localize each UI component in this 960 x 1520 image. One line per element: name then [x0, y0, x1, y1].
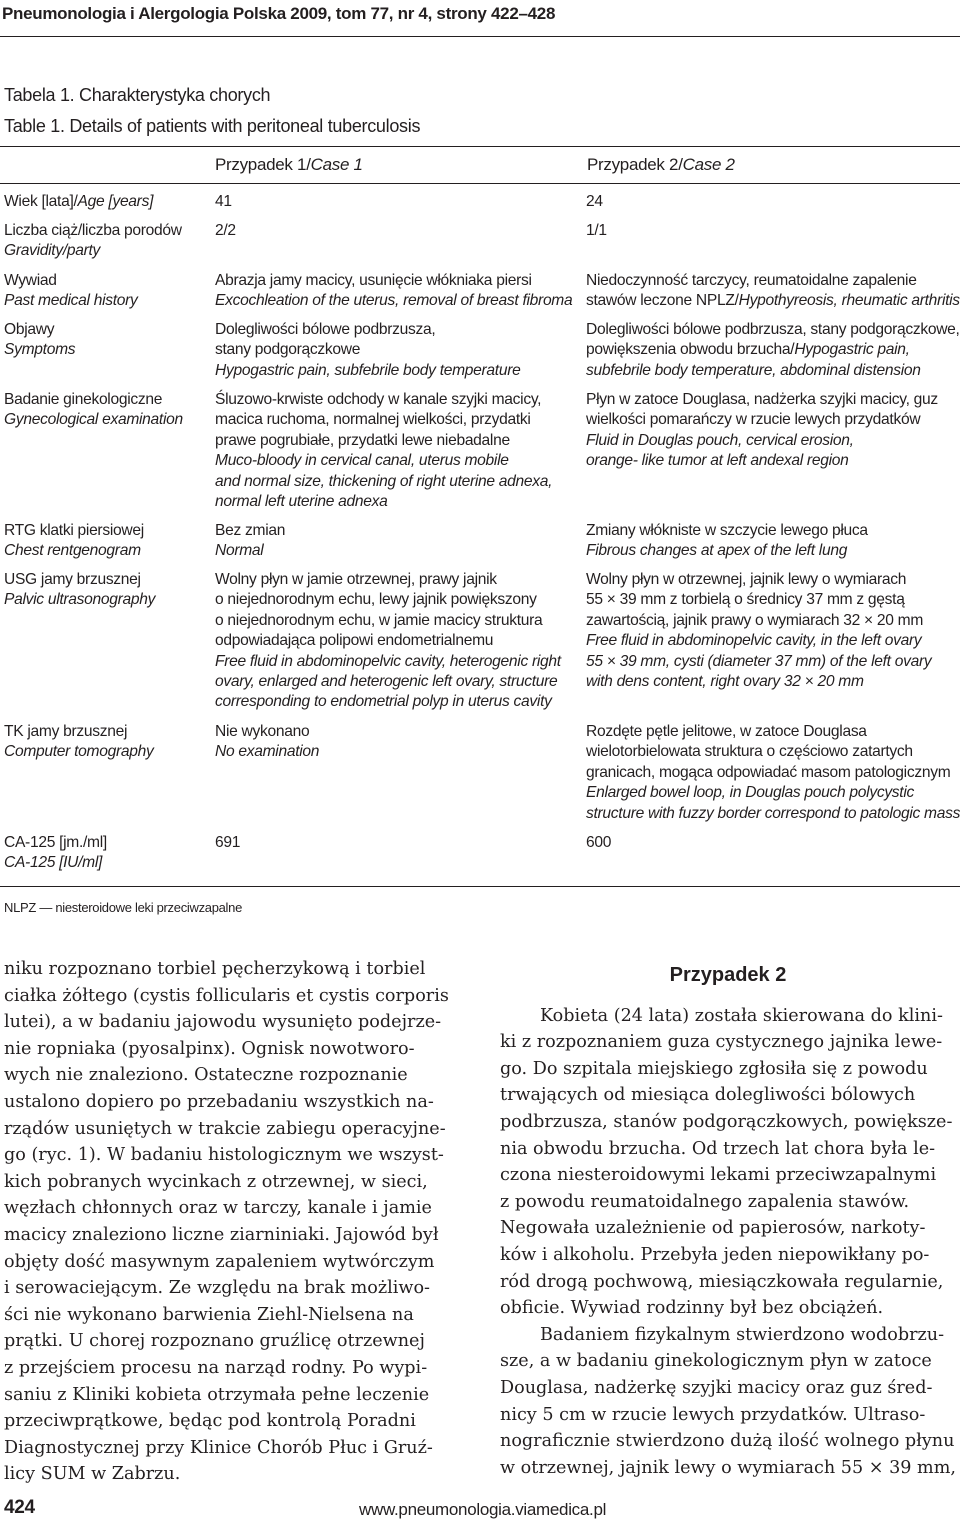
journal-header: Pneumonologia i Alergologia Polska 2009, tom 77, nr 4, strony 422–428 [2, 4, 556, 23]
body-line: go. Do szpitala miejskiego zgłosiła się z powodu [500, 1058, 928, 1079]
table-rule-bottom [0, 886, 960, 887]
body-line: ści nie wykonano barwienia Ziehl-Nielsena na [4, 1304, 414, 1325]
body-line: ustalono dopiero po przebadaniu wszystkich na- [4, 1091, 434, 1112]
body-line: nicy 5 cm w rzucie lewych przydatków. Ultraso- [500, 1404, 926, 1425]
body-line: Douglasa, nadżerkę szyjki macicy oraz guz śred- [500, 1377, 933, 1398]
body-line: i serowaciejącym. Ze względu na brak możliwo- [4, 1278, 430, 1299]
case1-symptoms: Dolegliwości bólowe podbrzusza, stany podgorączkowe Hypogastric pain, subfebrile body temperature [215, 321, 521, 379]
case2-symptoms: Dolegliwości bólowe podbrzusza, stany podgorączkowe, powiększenia obwodu brzucha/Hypogastric pain, subfebrile body temperature, abdominal distension [586, 321, 960, 379]
case1-gravidity: 2/2 [215, 222, 236, 239]
body-line: kich pobranych wycinkach z otrzewnej, w sieci, [4, 1171, 428, 1192]
body-line: trwających od miesiąca dolegliwości bólowych [500, 1085, 916, 1106]
case2-ultrasonography: Wolny płyn w otrzewnej, jajnik lewy o wymiarach 55 × 39 mm z torbielą o średnicy 37 mm z gęstą zawartością, jajnik prawy o wymiarach 32 × 20 mm Free fluid in abdominopelvic cavity, in the left ovary 55 × 39 mm, cysti (diameter 37 mm) of the left ovary with dens content, right ovary 32 × 20 mm [586, 571, 932, 691]
case2-gynecological: Płyn w zatoce Douglasa, nadżerka szyjki macicy, guz wielkości pomarańczy w rzucie lewych przydatków Fluid in Douglas pouch, cervical erosion, orange- like tumor at left andexal region [586, 391, 938, 470]
table-rule-header [0, 183, 960, 184]
body-line: z przejściem procesu na narząd rodny. Po wypi- [4, 1357, 428, 1378]
body-line: Negowała uzależnienie od papierosów, narkoty- [500, 1218, 926, 1239]
body-line: wych nie znaleziono. Ostateczne rozpoznanie [4, 1065, 408, 1086]
page-number: 424 [4, 1497, 35, 1518]
body-line: Diagnostycznej przy Klinice Chorób Płuc i Gruź- [4, 1437, 433, 1458]
table-title-en: Table 1. Details of patients with peritoneal tuberculosis [4, 116, 421, 136]
case1-ultrasonography: Wolny płyn w jamie otrzewnej, prawy jajnik o niejednorodnym echu, lewy jajnik powiększony o niejednorodnym echu, w jamie macicy struktura odpowiadająca polipowi endometrialnemu Free fluid in abdominopelvic cavity, heterogenic right ovary, enlarged and heterogenic left ovary, structure corresponding to endometrial polyp in uterus cavity [215, 571, 561, 711]
table-rule-top [0, 146, 960, 147]
body-line: węzłach chłonnych oraz w tarczy, kanale i jamie [4, 1198, 432, 1219]
body-line: ków i alkoholu. Przebyła jeden niepowikłany po- [500, 1244, 930, 1265]
body-line: w otrzewnej, jajnik lewy o wymiarach 55 × 39 mm, [500, 1457, 957, 1478]
row-label-gynecological: Badanie ginekologiczne Gynecological examination [4, 391, 183, 429]
footer-url: www.pneumonologia.viamedica.pl [359, 1500, 607, 1519]
row-label-ultrasonography: USG jamy brzusznej Palvic ultrasonography [4, 571, 156, 609]
case1-history: Abrazja jamy macicy, usunięcie włókniaka piersi Excochleation of the uterus, removal of breast fibroma [215, 272, 573, 310]
table-title [4, 80, 420, 142]
body-line: nograficznie stwierdzono dużą ilość wolnego płynu [500, 1431, 955, 1452]
body-line: ród drogą pochwową, miesiączkowała regularnie, [500, 1271, 944, 1292]
table-title-pl: Tabela 1. Charakterystyka chorych [4, 85, 271, 105]
body-line: Kobieta (24 lata) została skierowana do klini- [540, 1005, 943, 1026]
column-header-case1: Przypadek 1/Case 1 [215, 155, 363, 174]
case1-gynecological: Śluzowo-krwiste odchody w kanale szyjki macicy, macica ruchoma, normalnej wielkości, przydatki prawe pogrubiałe, przydatki lewe niebadalne Muco-bloody in cervical canal, uterus mobile and normal size, thickening of right uterine adnexa, normal left uterine adnexa [215, 391, 553, 511]
case1-computer-tomography: Nie wykonano No examination [215, 723, 320, 761]
body-column-right [500, 956, 956, 1481]
header-rule [0, 36, 960, 37]
row-label-age: Wiek [lata]/Age [years] [4, 193, 154, 210]
case2-computer-tomography: Rozdęte pętle jelitowe, w zatoce Douglasa wielotorbielowata struktura o częściowo zatartych granicach, mogąca odpowiadać masom patologicznym Enlarged bowel loop, in Douglas pouch polycystic structure with fuzzy border correspond to patologic mass [586, 723, 960, 822]
body-line: Badaniem fizykalnym stwierdzono wodobrzu- [540, 1324, 945, 1345]
column-header-case2: Przypadek 2/Case 2 [587, 155, 735, 174]
case1-age: 41 [215, 193, 232, 210]
body-line: obficie. Wywiad rodzinny był bez obciążeń. [500, 1298, 884, 1319]
body-line: saniu z Kliniki kobieta otrzymała pełne leczenie [4, 1384, 430, 1405]
row-label-symptoms: Objawy Symptoms [4, 321, 76, 359]
case2-history: Niedoczynność tarczycy, reumatoidalne zapalenie stawów leczone NPLZ/Hypothyreosis, rheumatic arthritis [586, 272, 960, 310]
body-line: sze, a w badaniu ginekologicznym płyn w zatoce [500, 1351, 932, 1372]
row-label-computer-tomography: TK jamy brzusznej Computer tomography [4, 723, 154, 761]
body-line: podbrzusza, stanów podgorączkowych, powiększe- [500, 1111, 953, 1132]
body-line: rządów usuniętych w trakcie zabiegu operacyjne- [4, 1118, 446, 1139]
case1-ca125: 691 [215, 834, 241, 851]
table-footnote: NLPZ — niesteroidowe leki przeciwzapalne [4, 900, 243, 915]
body-line: przeciwprątkowe, będąc pod kontrolą Poradni [4, 1411, 416, 1432]
case2-ca125: 600 [586, 834, 612, 851]
body-line: macicy znaleziono liczne ziarniniaki. Jajowód był [4, 1224, 439, 1245]
body-column-left [4, 956, 460, 1488]
case2-age: 24 [586, 193, 603, 210]
row-label-chest-xray: RTG klatki piersiowej Chest rentgenogram [4, 522, 144, 560]
case2-gravidity: 1/1 [586, 222, 607, 239]
body-line: ki z rozpoznaniem guza cystycznego jajnika lewe- [500, 1032, 943, 1053]
body-line: nie ropniaka (pyosalpinx). Ognisk nowotworo- [4, 1038, 415, 1059]
case1-chest-xray: Bez zmian Normal [215, 522, 286, 560]
body-line: nia obwodu brzucha. Od trzech lat chora była le- [500, 1138, 936, 1159]
body-line: licy SUM w Zabrzu. [4, 1464, 181, 1485]
body-line: ciałka żółtego (cystis follicularis et cystis corporis [4, 985, 449, 1006]
body-line: go (ryc. 1). W badaniu histologicznym we wszyst- [4, 1145, 444, 1166]
body-line: objęty dość masywnym zapaleniem wytwórczym [4, 1251, 435, 1272]
row-label-history: Wywiad Past medical history [4, 272, 138, 310]
section-heading-case2: Przypadek 2 [669, 964, 787, 986]
body-line: z powodu reumatoidalnego zapalenia stawów. [500, 1191, 910, 1212]
row-label-gravidity: Liczba ciąż/liczba porodów Gravidity/party [4, 222, 182, 260]
body-line: prątki. U chorej rozpoznano gruźlicę otrzewnej [4, 1331, 425, 1352]
case2-chest-xray: Zmiany włókniste w szczycie lewego płuca Fibrous changes at apex of the left lung [586, 522, 868, 560]
body-line: niku rozpoznano torbiel pęcherzykową i torbiel [4, 959, 426, 979]
body-line: czona niesteroidowymi lekami przeciwzapalnymi [500, 1165, 937, 1186]
row-label-ca125: CA-125 [jm./ml] CA-125 [IU/ml] [4, 834, 107, 872]
body-line: lutei), a w badaniu jajowodu wysunięto podejrze- [4, 1012, 442, 1033]
